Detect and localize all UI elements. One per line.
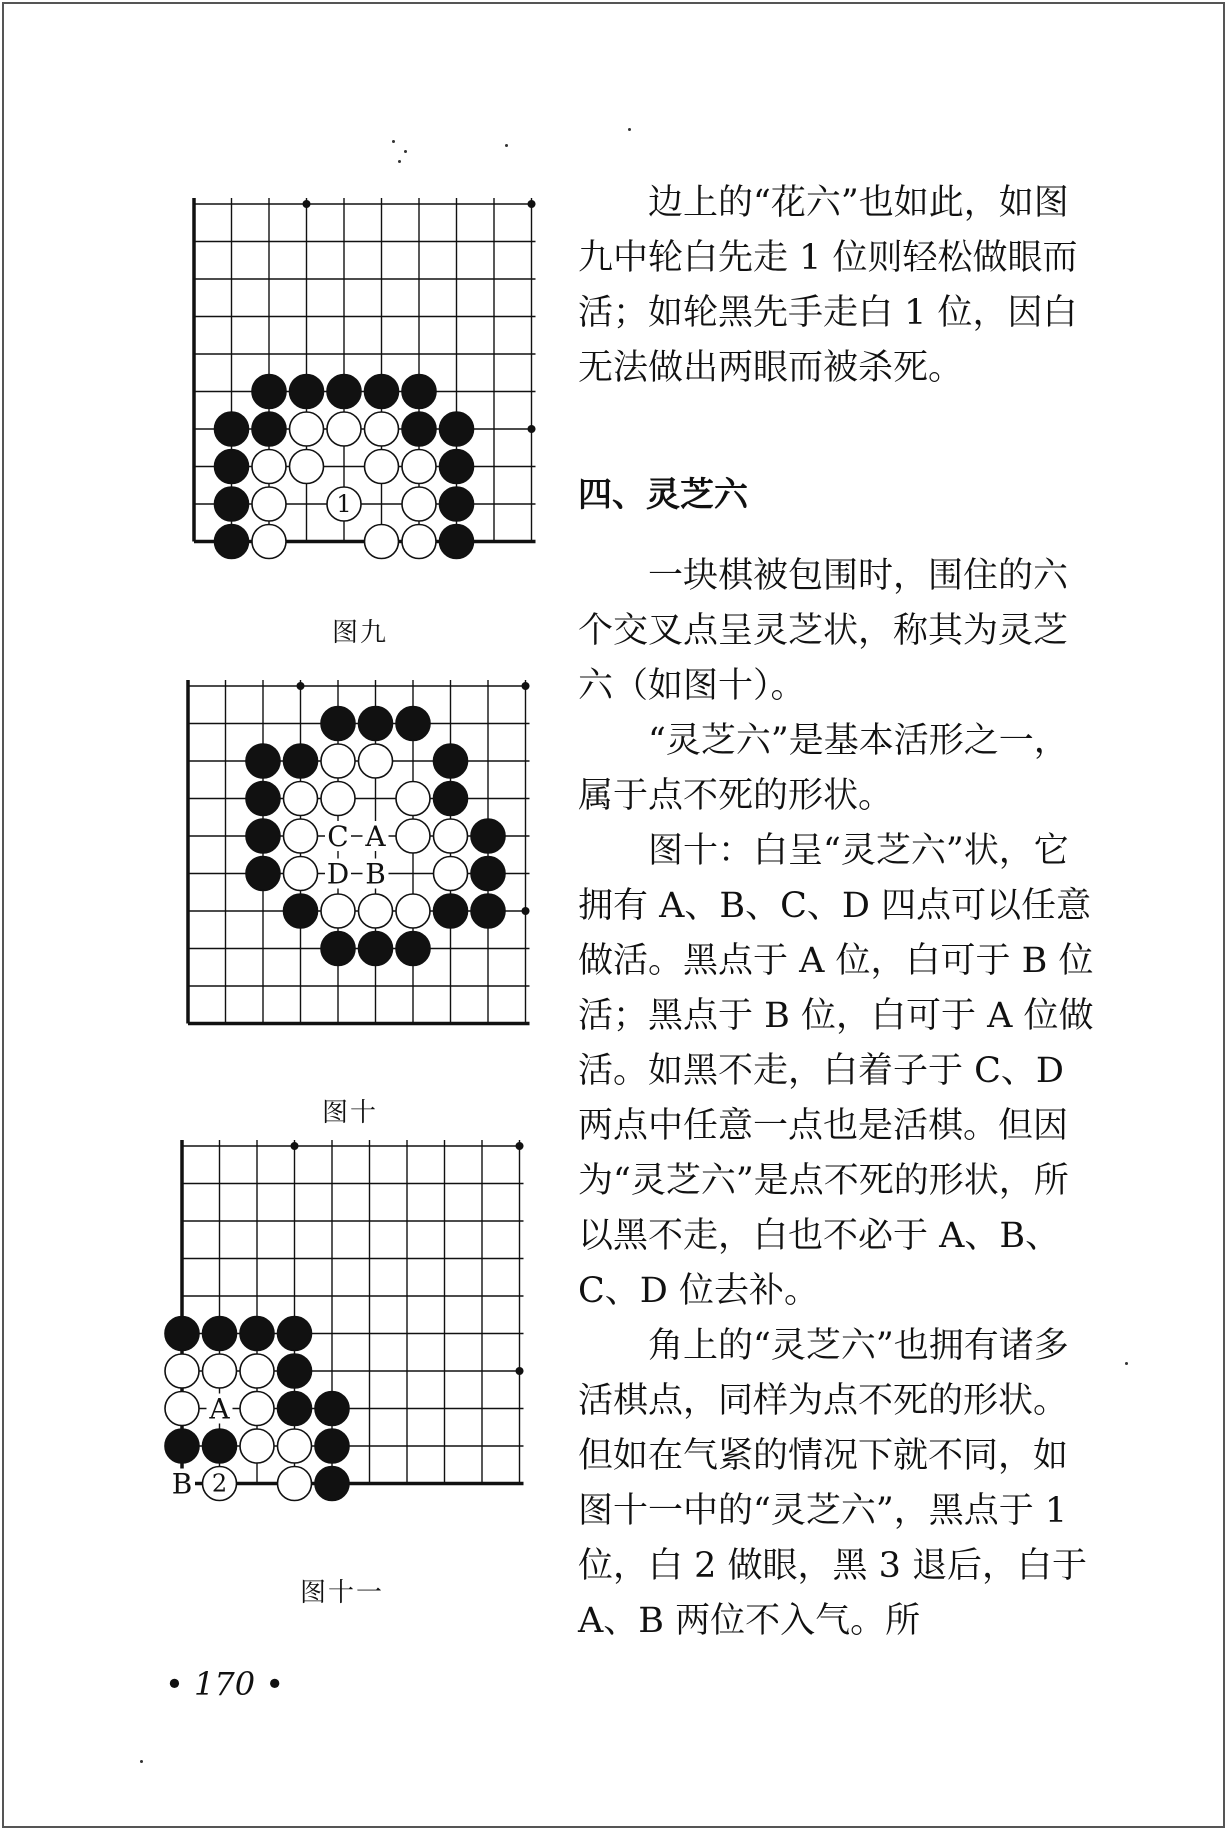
star-point	[516, 1142, 524, 1150]
scan-speck	[1125, 1362, 1128, 1365]
black-stone	[402, 412, 436, 446]
black-stone	[365, 375, 399, 409]
white-stone	[359, 894, 393, 928]
black-stone	[278, 1317, 312, 1351]
white-stone	[278, 1467, 312, 1501]
black-stone	[440, 412, 474, 446]
white-stone	[396, 819, 430, 853]
black-stone	[471, 894, 505, 928]
black-stone	[278, 1354, 312, 1388]
paragraph-basic-shape: “灵芝六”是基本活形之一，属于点不死的形状。	[578, 721, 1069, 816]
black-stone	[315, 1467, 349, 1501]
point-label: A	[209, 1392, 230, 1426]
white-stone	[252, 487, 286, 521]
black-stone	[471, 857, 505, 891]
white-stone	[165, 1392, 199, 1426]
black-stone	[246, 819, 280, 853]
black-stone	[203, 1429, 237, 1463]
white-stone	[402, 450, 436, 484]
black-stone	[252, 375, 286, 409]
white-stone	[434, 819, 468, 853]
black-stone	[246, 857, 280, 891]
white-stone	[284, 819, 318, 853]
white-stone	[396, 894, 430, 928]
move-number: 2	[211, 1469, 228, 1498]
move-number: 1	[336, 490, 352, 518]
go-diagram-10	[182, 680, 552, 1060]
figure-caption-11: 图十一	[300, 1578, 385, 1608]
white-stone	[252, 450, 286, 484]
black-stone	[434, 782, 468, 816]
go-board	[188, 198, 558, 578]
black-stone	[359, 932, 393, 966]
scan-speck	[398, 160, 401, 163]
white-stone	[321, 894, 355, 928]
black-stone	[215, 525, 249, 559]
paragraph-figure-10: 图十：白呈“灵芝六”状，它拥有 A、B、C、D 四点可以任意做活。黑点于 A 位，白可于 B 位活；黑点于 B 位，白可于 A 位做活。如黑不走，白着子于 C、D 两点中任意一点也是活棋。但因为“灵芝六”是点不死的形状，所以黑不走，白也不必于 A、B、C、D 位去补。	[578, 831, 1094, 1311]
black-stone	[321, 932, 355, 966]
white-stone	[240, 1392, 274, 1426]
star-point	[528, 200, 536, 208]
star-point	[522, 682, 530, 690]
black-stone	[359, 707, 393, 741]
black-stone	[396, 932, 430, 966]
scan-speck	[505, 144, 508, 147]
paragraph-corner: 角上的“灵芝六”也拥有诸多活棋点，同样为点不死的形状。但如在气紧的情况下就不同，如图十一中的“灵芝六”，黑点于 1 位，白 2 做眼，黑 3 退后，白于 A、B 两位不入气。所	[578, 1326, 1088, 1641]
paragraph-definition: 一块棋被包围时，围住的六个交叉点呈灵芝状，称其为灵芝六（如图十）。	[578, 556, 1069, 706]
white-stone	[365, 450, 399, 484]
black-stone	[284, 744, 318, 778]
point-label: B	[365, 857, 386, 891]
scan-speck	[404, 150, 407, 153]
black-stone	[252, 412, 286, 446]
white-stone	[290, 412, 324, 446]
white-stone	[396, 782, 430, 816]
scan-speck	[140, 1760, 143, 1763]
body-text-column	[578, 176, 1098, 1649]
white-stone	[240, 1429, 274, 1463]
scan-speck	[628, 128, 631, 131]
white-stone	[402, 525, 436, 559]
star-point	[516, 1367, 524, 1375]
white-stone	[165, 1354, 199, 1388]
point-label: B	[171, 1467, 193, 1501]
figure-caption-10: 图十	[322, 1098, 379, 1128]
white-stone	[365, 412, 399, 446]
black-stone	[246, 744, 280, 778]
star-point	[522, 907, 530, 915]
page-number: • 170 •	[165, 1665, 285, 1703]
white-stone	[252, 525, 286, 559]
go-diagram-11	[171, 1140, 546, 1520]
paragraph-flower-six: 边上的“花六”也如此，如图九中轮白先走 1 位则轻松做眼而活；如轮黑先手走白 1 位，因白无法做出两眼而被杀死。	[578, 183, 1078, 388]
white-stone	[240, 1354, 274, 1388]
white-stone	[278, 1429, 312, 1463]
star-point	[297, 682, 305, 690]
black-stone	[440, 450, 474, 484]
black-stone	[315, 1392, 349, 1426]
white-stone	[359, 744, 393, 778]
point-label: D	[326, 857, 350, 891]
white-stone	[290, 450, 324, 484]
black-stone	[278, 1392, 312, 1426]
black-stone	[402, 375, 436, 409]
black-stone	[240, 1317, 274, 1351]
go-diagram-9	[188, 198, 558, 578]
black-stone	[434, 744, 468, 778]
go-board	[182, 680, 552, 1060]
black-stone	[327, 375, 361, 409]
black-stone	[396, 707, 430, 741]
white-stone	[203, 1354, 237, 1388]
scan-speck	[392, 140, 395, 143]
black-stone	[290, 375, 324, 409]
star-point	[291, 1142, 299, 1150]
figure-caption-9: 图九	[332, 618, 389, 648]
star-point	[528, 425, 536, 433]
star-point	[303, 200, 311, 208]
black-stone	[203, 1317, 237, 1351]
black-stone	[440, 525, 474, 559]
white-stone	[434, 857, 468, 891]
white-stone	[327, 412, 361, 446]
black-stone	[165, 1317, 199, 1351]
go-board	[171, 1140, 546, 1520]
white-stone	[321, 782, 355, 816]
white-stone	[284, 782, 318, 816]
black-stone	[315, 1429, 349, 1463]
black-stone	[215, 487, 249, 521]
white-stone	[321, 744, 355, 778]
black-stone	[440, 487, 474, 521]
section-heading: 四、灵芝六	[578, 475, 748, 515]
black-stone	[434, 894, 468, 928]
white-stone	[365, 525, 399, 559]
black-stone	[165, 1429, 199, 1463]
white-stone	[284, 857, 318, 891]
black-stone	[284, 894, 318, 928]
black-stone	[215, 450, 249, 484]
black-stone	[471, 819, 505, 853]
black-stone	[215, 412, 249, 446]
black-stone	[246, 782, 280, 816]
point-label: A	[365, 820, 386, 853]
white-stone	[402, 487, 436, 521]
black-stone	[321, 707, 355, 741]
point-label: C	[327, 820, 349, 853]
